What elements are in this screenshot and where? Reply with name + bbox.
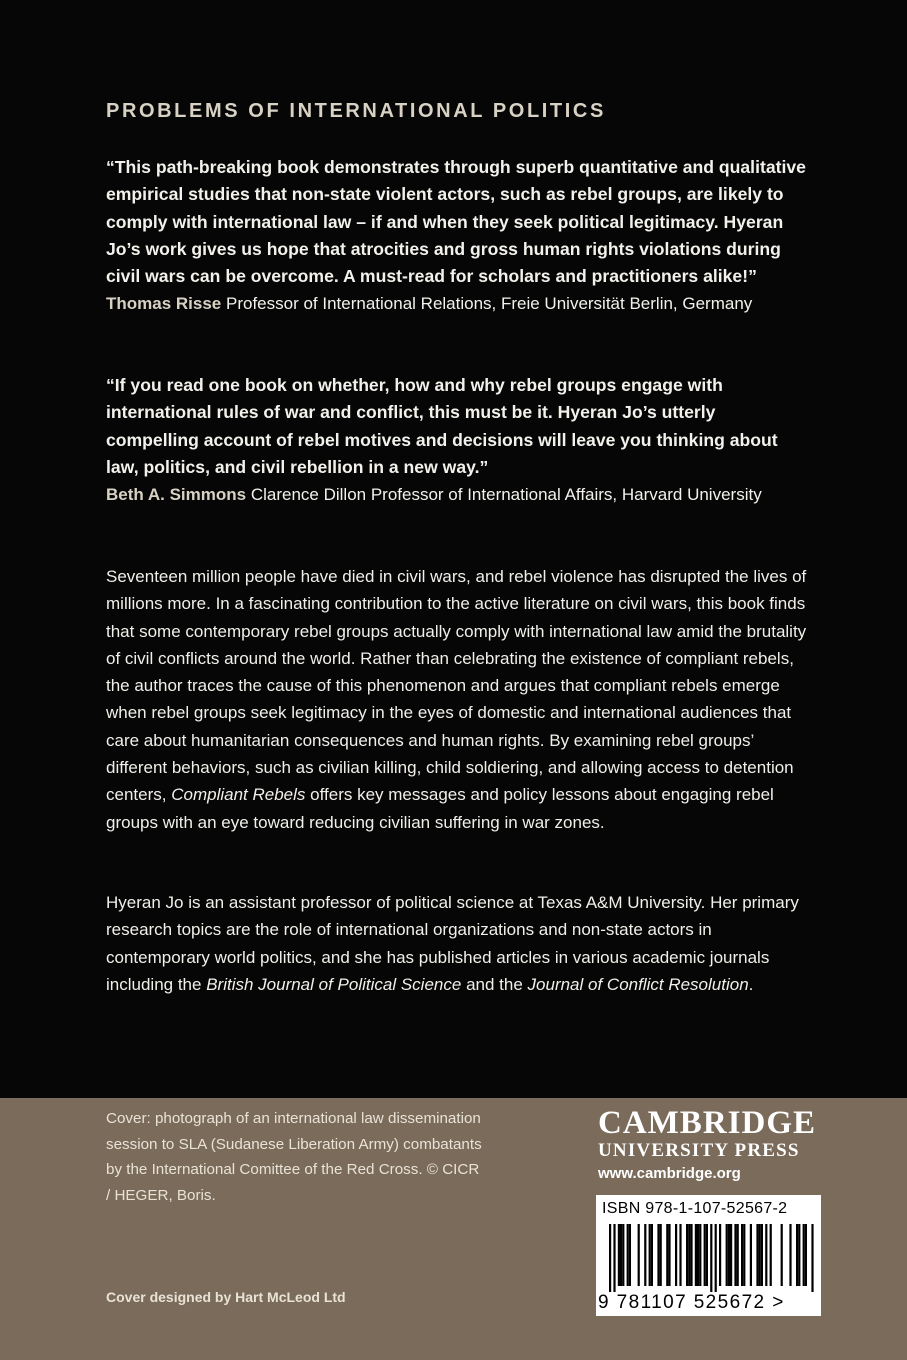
publisher-subname: UNIVERSITY PRESS [598, 1140, 800, 1161]
barcode-bar [651, 1224, 653, 1286]
endorsement-attribution [106, 290, 806, 317]
author-bio [106, 889, 808, 998]
endorser-role: Professor of International Relations, Freie Universität Berlin, Germany [226, 294, 753, 314]
barcode-bar [690, 1224, 692, 1286]
barcode-bar [719, 1224, 721, 1286]
endorsement-quote: “This path-breaking book demonstrates through superb quantitative and qualitative empirical studies that non-state violent actors, such as rebel groups, are likely to comply with international law – if and when they seek political legitimacy. Hyeran Jo’s work gives us hope that atrocities and gross human rights violations during civil wars can be overcome. A must-read for scholars and practitioners alike!” [106, 157, 806, 287]
barcode-bar [649, 1224, 651, 1286]
barcode-bar [704, 1224, 706, 1286]
barcode-bar [743, 1224, 745, 1286]
barcode-bar [618, 1224, 620, 1286]
barcode-bar [734, 1224, 736, 1286]
barcode-bar [697, 1224, 699, 1286]
barcode-bar [728, 1224, 730, 1286]
barcode-bar [756, 1224, 758, 1286]
barcode-bar [666, 1224, 668, 1286]
barcode-bar [688, 1224, 690, 1286]
barcode-bar [761, 1224, 763, 1286]
barcode-bar [657, 1224, 659, 1286]
barcode-bar [609, 1224, 611, 1292]
endorsement-attribution [106, 481, 806, 508]
endorsement-1 [106, 154, 806, 318]
publisher-url: www.cambridge.org [598, 1165, 741, 1182]
endorser-name: Thomas Risse [106, 294, 222, 314]
barcode-bar [789, 1224, 791, 1286]
barcode-bar [668, 1224, 670, 1286]
barcode-digits: 9 781107 525672 > [598, 1292, 785, 1313]
bio-text: . [748, 974, 754, 994]
book-title: Compliant Rebels [171, 785, 306, 805]
description-text: Seventeen million people have died in civil wars, and rebel violence has disrupted the lives of millions more. In a fascinating contribution to the active literature on civil wars, this book finds that some contemporary rebel groups actually comply with international law amid the brutality of civil conflicts around the world. Rather than celebrating the existence of compliant rebels, the author traces the cause of this phenomenon and argues that compliant rebels emerge when rebel groups seek legitimacy in the eyes of domestic and international audiences that care about humanitarian consequences and human rights. By examining rebel groups’ different behaviors, such as civilian killing, child soldiering, and allowing access to detention centers, [106, 567, 807, 805]
description-text: offers key messages and policy lessons about engaging rebel groups with an eye toward reducing civilian suffering in war zones. [106, 785, 774, 832]
barcode-bar [781, 1224, 783, 1286]
isbn-barcode-box [596, 1195, 821, 1316]
barcode-bar [644, 1224, 646, 1286]
barcode-bar [759, 1224, 761, 1286]
barcode-bar [811, 1224, 813, 1292]
bio-text: Hyeran Jo is an assistant professor of political science at Texas A&M University. Her primary research topics are the role of international organizations and non-state actors in contemporary world politics, and she has published articles in various academic journals including the [106, 893, 799, 994]
barcode-bar [675, 1224, 677, 1286]
cover-design-credit: Cover designed by Hart McLeod Ltd [106, 1289, 346, 1305]
barcode-bar [765, 1224, 767, 1286]
barcode-bar [796, 1224, 798, 1286]
book-description [106, 563, 808, 836]
barcode-bar [710, 1224, 712, 1292]
series-title: PROBLEMS OF INTERNATIONAL POLITICS [106, 100, 606, 122]
barcode-bar [726, 1224, 728, 1286]
barcode-bar [706, 1224, 708, 1286]
barcode-bar [750, 1224, 752, 1286]
barcode-icon [600, 1224, 815, 1292]
barcode-bar [770, 1224, 772, 1286]
barcode-bar [798, 1224, 800, 1286]
journal-title: Journal of Conflict Resolution [527, 974, 749, 994]
publisher-name: CAMBRIDGE [598, 1105, 817, 1141]
barcode-bar [715, 1224, 717, 1292]
barcode-bar [660, 1224, 662, 1286]
barcode-bar [622, 1224, 624, 1286]
barcode-bar [629, 1224, 631, 1286]
publisher-logo [598, 1106, 830, 1184]
endorser-role: Clarence Dillon Professor of International Affairs, Harvard University [250, 485, 762, 505]
barcode-bar [730, 1224, 732, 1286]
endorsement-2 [106, 372, 806, 508]
endorsement-quote: “If you read one book on whether, how and why rebel groups engage with international rules of war and conflict, this must be it. Hyeran Jo’s utterly compelling account of rebel motives and decisions will leave you thinking about law, politics, and civil rebellion in a new way.” [106, 375, 778, 477]
barcode-bar [620, 1224, 622, 1286]
barcode-bar [638, 1224, 640, 1286]
barcode-bar [803, 1224, 805, 1286]
isbn-number: ISBN 978-1-107-52567-2 [602, 1200, 788, 1217]
barcode-bar [737, 1224, 739, 1286]
barcode-bar [741, 1224, 743, 1286]
endorser-name: Beth A. Simmons [106, 485, 247, 505]
barcode-bar [613, 1224, 615, 1292]
journal-title: British Journal of Political Science [206, 974, 462, 994]
barcode-bar [627, 1224, 629, 1286]
barcode-bar [805, 1224, 807, 1286]
barcode-bar [699, 1224, 701, 1286]
barcode-bar [679, 1224, 681, 1286]
cover-photo-credit: Cover: photograph of an international law dissemination session to SLA (Sudanese Liberation Army) combatants by the International Comittee of the Red Cross. © CICR / HEGER, Boris. [106, 1110, 482, 1204]
barcode-bar [686, 1224, 688, 1286]
bio-text: and the [466, 974, 523, 994]
barcode-bar [695, 1224, 697, 1286]
